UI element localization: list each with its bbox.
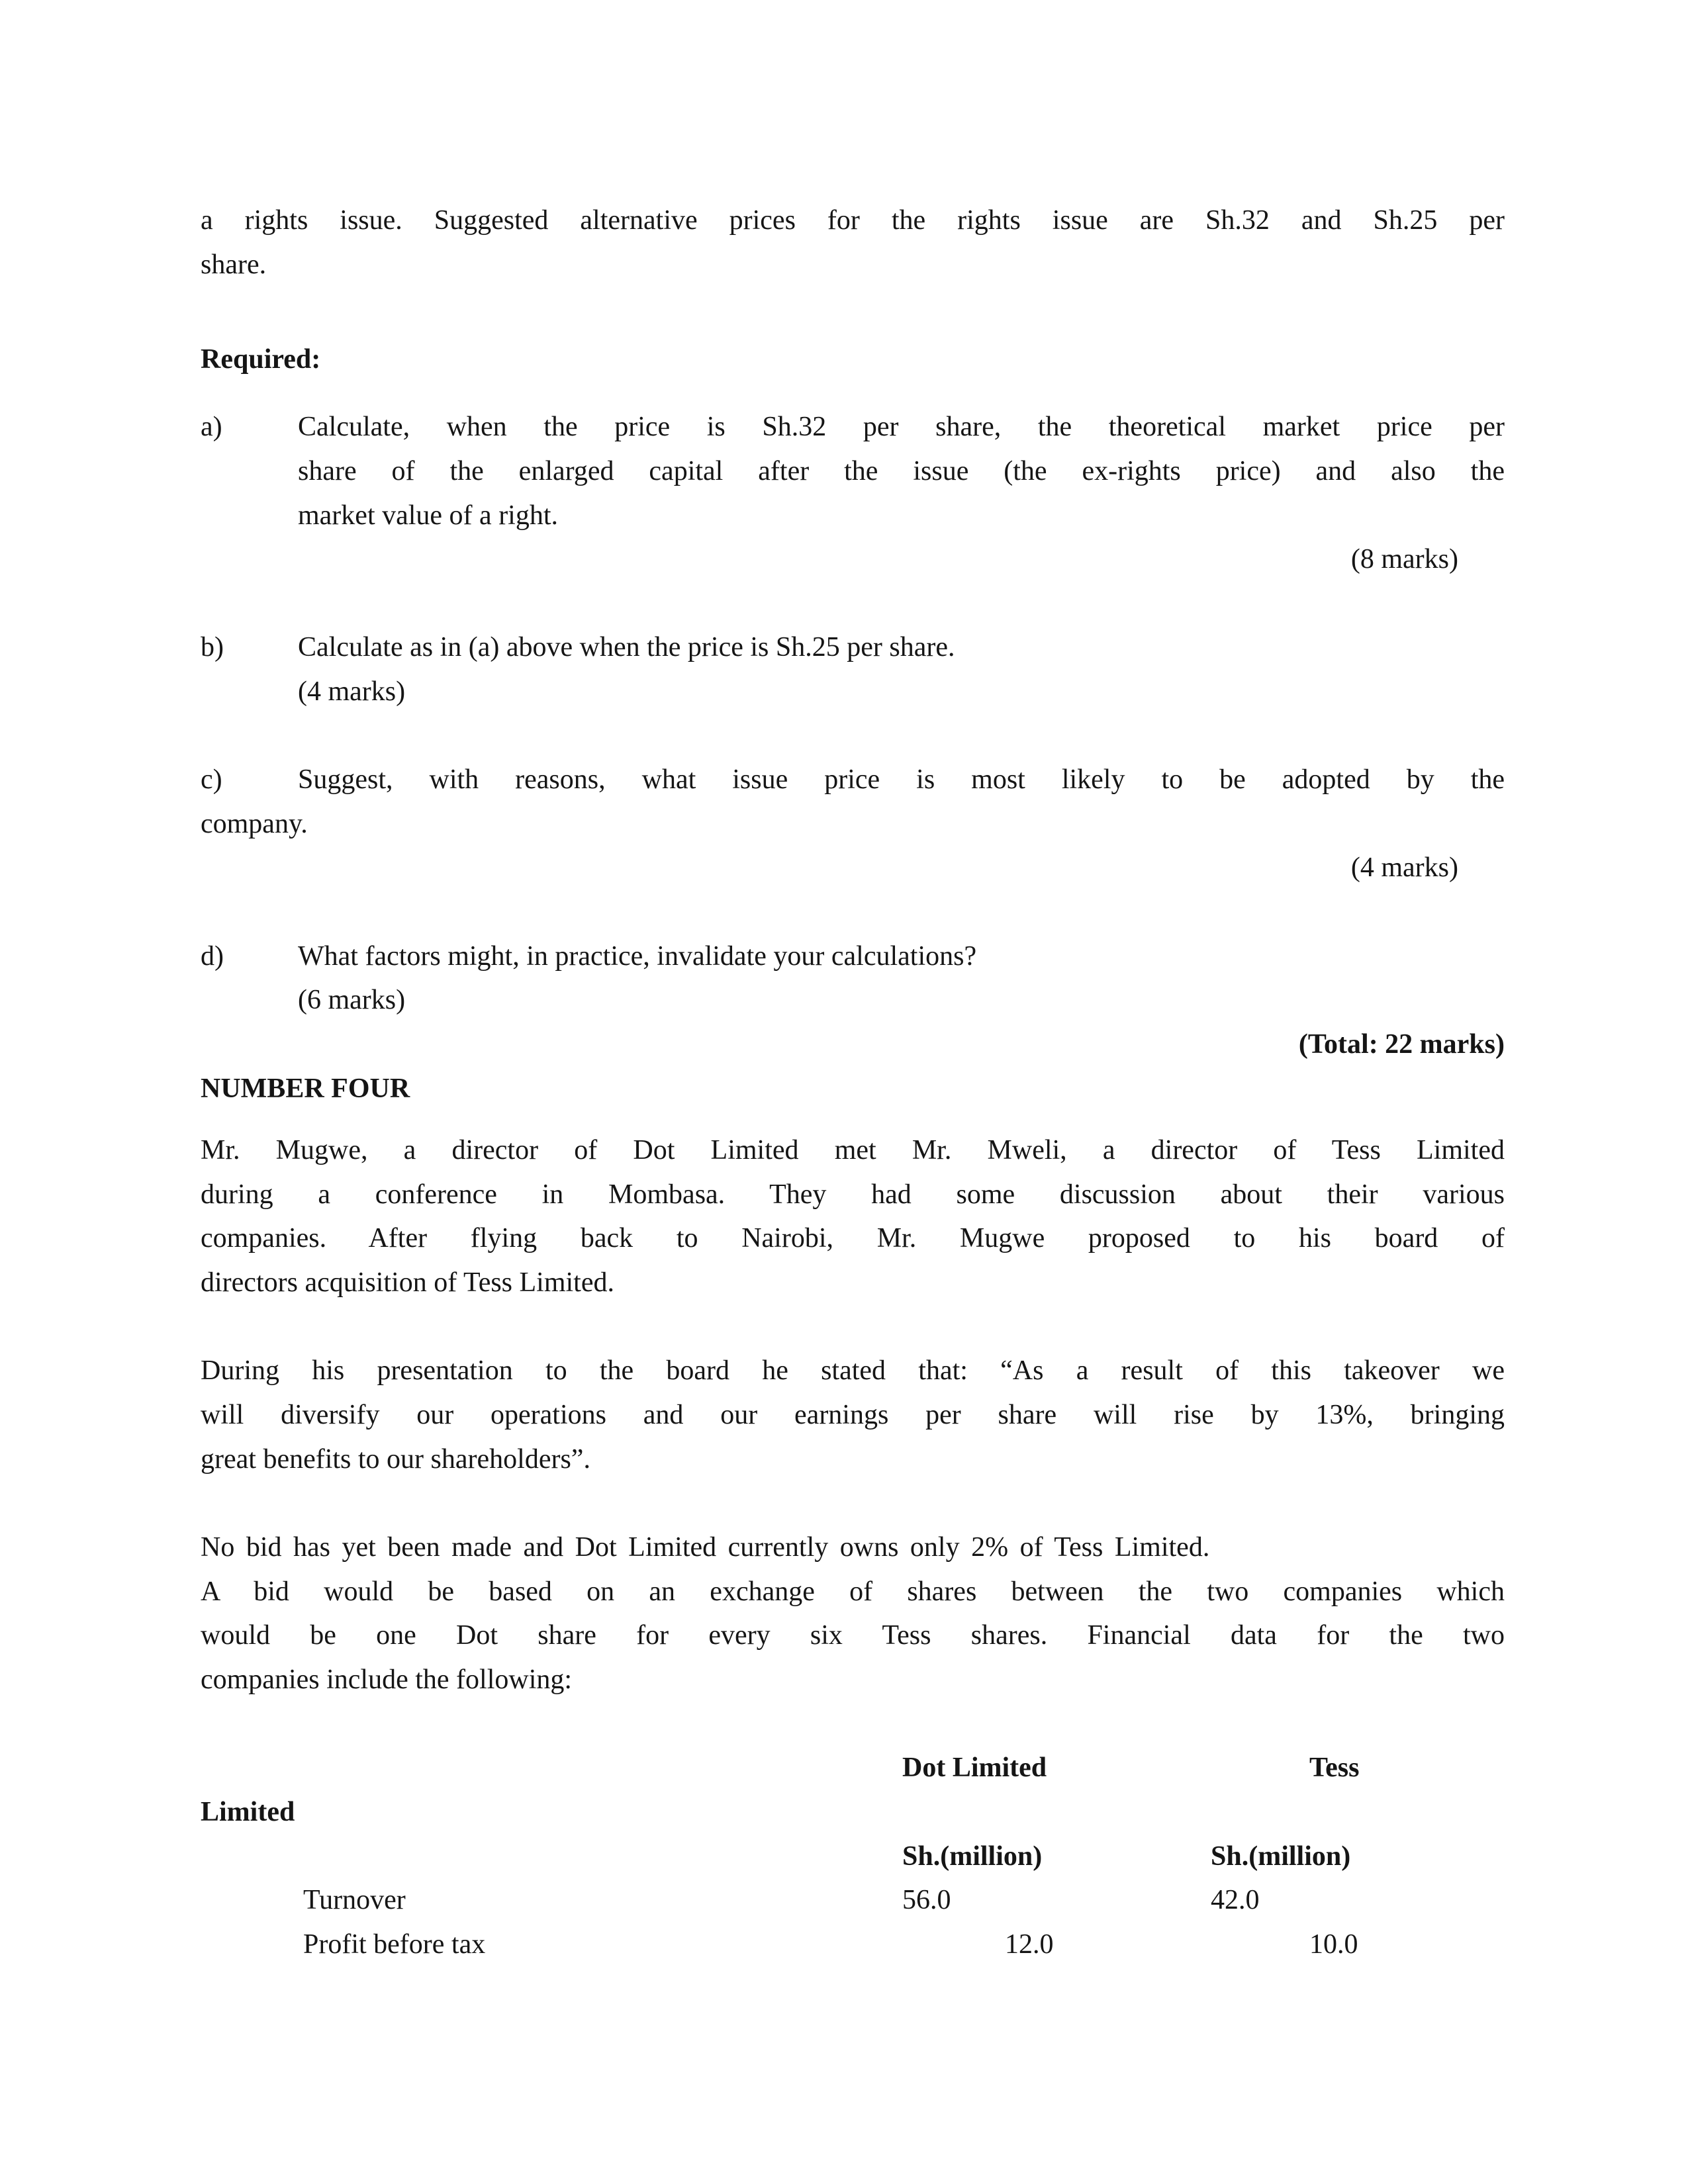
item-a-marks: (8 marks) <box>1350 544 1458 574</box>
para1-line-4: directors acquisition of Tess Limited. <box>201 1267 614 1298</box>
section-heading: NUMBER FOUR <box>201 1073 410 1104</box>
item-b-text-1: Calculate as in (a) above when the price is Sh.25 per share. <box>298 632 955 662</box>
item-a-line-2: share of the enlarged capital after the issue (the ex-rights price) and also the <box>298 456 1505 486</box>
para2-line-2: will diversify our operations and our earnings per share will rise by 13%, bringing <box>201 1400 1505 1430</box>
table-header-limited-wrap: Limited <box>201 1797 295 1827</box>
item-c-label: c) <box>201 764 222 795</box>
row-label-profit-before-tax: Profit before tax <box>303 1929 486 1960</box>
item-c-line-1 <box>201 758 1505 802</box>
table-subheader-tess: Sh.(million) <box>1211 1841 1351 1872</box>
para1-line-2: during a conference in Mombasa. They had some discussion about their various <box>201 1179 1505 1210</box>
required-heading: Required: <box>201 344 321 375</box>
item-b-label: b) <box>201 632 224 662</box>
para1-line-3: companies. After flying back to Nairobi, Mr. Mugwe proposed to his board of <box>201 1223 1505 1253</box>
para3-line-1: No bid has yet been made and Dot Limited currently owns only 2% of Tess Limited. <box>201 1532 1210 1563</box>
table-header-tess: Tess <box>1309 1752 1360 1783</box>
item-c-line-2: company. <box>201 809 308 839</box>
para3-line-4: companies include the following: <box>201 1664 573 1695</box>
intro-line-1: a rights issue. Suggested alternative prices for the rights issue are Sh.32 and Sh.25 per <box>201 205 1505 236</box>
profit-tess-value: 10.0 <box>1309 1929 1358 1960</box>
document-body <box>201 0 1505 2184</box>
item-a-line-1 <box>201 405 1505 449</box>
para3-line-3: would be one Dot share for every six Tess shares. Financial data for the two <box>201 1620 1505 1651</box>
intro-line-2: share. <box>201 250 267 280</box>
para3-line-2: A bid would be based on an exchange of shares between the two companies which <box>201 1576 1505 1607</box>
para2-line-1: During his presentation to the board he stated that: “As a result of this takeover we <box>201 1355 1505 1386</box>
profit-dot-value: 12.0 <box>1005 1929 1054 1960</box>
item-d-marks: (6 marks) <box>298 985 406 1015</box>
table-subheader-dot: Sh.(million) <box>902 1841 1043 1872</box>
item-b-marks: (4 marks) <box>298 676 406 707</box>
item-c-text-1: Suggest, with reasons, what issue price is most likely to be adopted by the <box>298 764 1505 795</box>
item-b-line-1 <box>201 625 1505 670</box>
item-c-marks: (4 marks) <box>1350 852 1458 883</box>
item-d-line-1 <box>201 934 1505 979</box>
total-marks: (Total: 22 marks) <box>1298 1029 1505 1060</box>
para2-line-3: great benefits to our shareholders”. <box>201 1444 590 1475</box>
row-label-turnover: Turnover <box>303 1885 406 1915</box>
item-a-label: a) <box>201 412 222 442</box>
para1-line-1: Mr. Mugwe, a director of Dot Limited met Mr. Mweli, a director of Tess Limited <box>201 1135 1505 1165</box>
turnover-tess-value: 42.0 <box>1211 1885 1260 1915</box>
item-d-text-1: What factors might, in practice, invalidate your calculations? <box>298 941 977 972</box>
item-a-text-1: Calculate, when the price is Sh.32 per share, the theoretical market price per <box>298 412 1505 442</box>
turnover-dot-value: 56.0 <box>902 1885 951 1915</box>
item-d-label: d) <box>201 941 224 972</box>
item-a-line-3: market value of a right. <box>298 500 559 531</box>
table-header-dot-limited: Dot Limited <box>902 1752 1047 1783</box>
